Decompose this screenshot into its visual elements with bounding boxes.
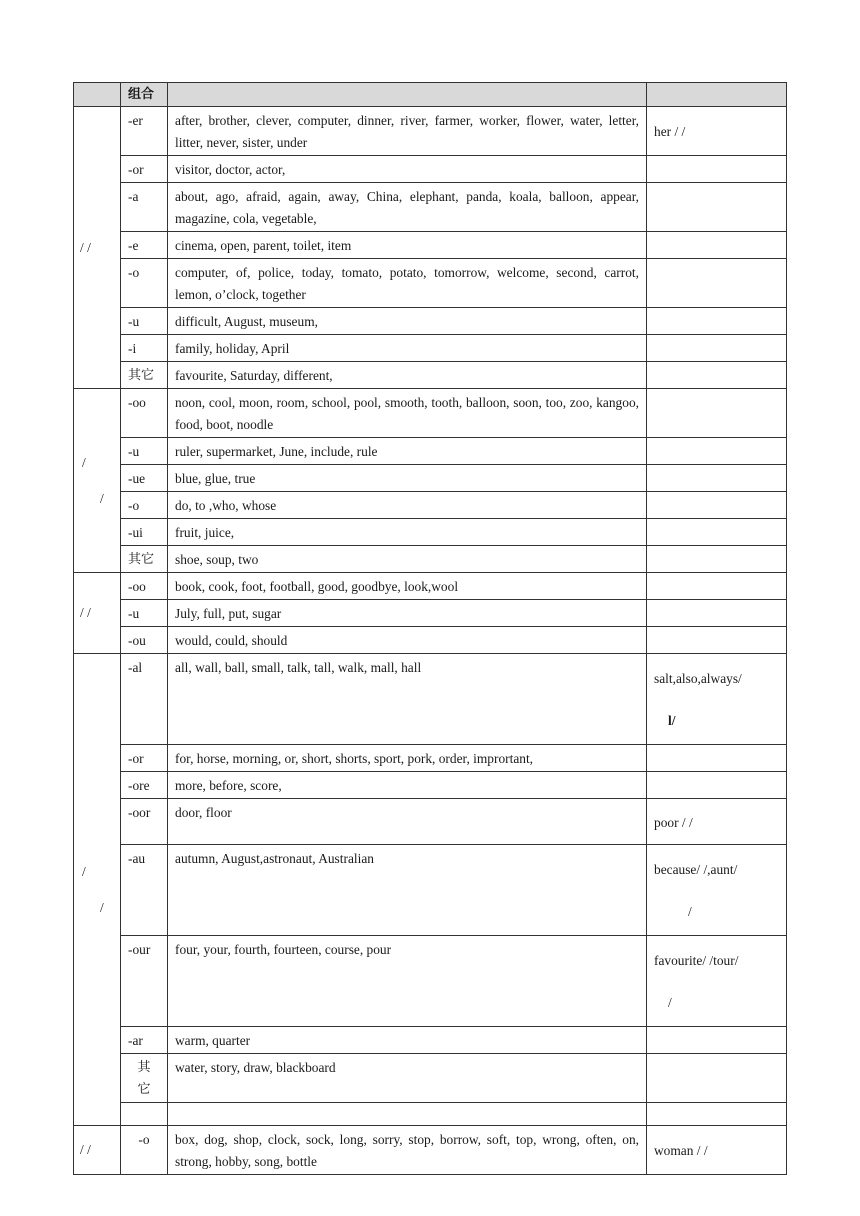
group-cell: -o <box>121 1126 168 1175</box>
table-row <box>74 627 787 654</box>
note-line: l/ <box>668 713 676 728</box>
table-row <box>74 362 787 389</box>
header-group-label: 组合 <box>128 87 155 102</box>
group-cell: -ore <box>121 772 168 799</box>
table-row <box>74 936 787 1027</box>
table-row <box>74 232 787 259</box>
phoneme-symbol: / / <box>80 605 91 620</box>
note-cell <box>647 232 787 259</box>
group-cell: -i <box>121 335 168 362</box>
group-cell: -our <box>121 936 168 1027</box>
note-cell <box>647 1027 787 1054</box>
group-cell: -ui <box>121 519 168 546</box>
group-cell: -oor <box>121 799 168 845</box>
note-line: favourite/ /tour/ <box>654 953 739 968</box>
group-cell: -ue <box>121 465 168 492</box>
note-cell <box>647 362 787 389</box>
group-cell: -ou <box>121 627 168 654</box>
header-words-cell <box>168 83 647 107</box>
note-cell: her / / <box>647 107 787 156</box>
words-cell: ruler, supermarket, June, include, rule <box>168 438 647 465</box>
words-cell: door, floor <box>168 799 647 845</box>
header-note-cell <box>647 83 787 107</box>
words-cell: about, ago, afraid, again, away, China, elephant, panda, koala, balloon, appear, magazine, cola, vegetable, <box>168 183 647 232</box>
table-row <box>74 389 787 438</box>
group-cell: -u <box>121 308 168 335</box>
table-row <box>74 1126 787 1175</box>
words-cell: July, full, put, sugar <box>168 600 647 627</box>
words-cell <box>168 1103 647 1126</box>
table-row <box>74 600 787 627</box>
words-cell: fruit, juice, <box>168 519 647 546</box>
phoneme-symbol-open: / <box>82 454 86 470</box>
group-cell: -au <box>121 845 168 936</box>
note-cell <box>647 308 787 335</box>
note-cell <box>647 600 787 627</box>
note-line: / <box>668 995 672 1010</box>
table-row <box>74 183 787 232</box>
header-phoneme-cell <box>74 83 121 107</box>
words-cell: shoe, soup, two <box>168 546 647 573</box>
note-cell <box>647 1054 787 1103</box>
note-cell <box>647 389 787 438</box>
table-row <box>74 308 787 335</box>
note-line: / <box>688 904 692 919</box>
group-cell: 其它 <box>121 362 168 389</box>
table-row <box>74 519 787 546</box>
table-row <box>74 799 787 845</box>
group-cell: 其它 <box>121 546 168 573</box>
table-row <box>74 1054 787 1103</box>
words-cell: do, to ,who, whose <box>168 492 647 519</box>
words-cell: computer, of, police, today, tomato, potato, tomorrow, welcome, second, carrot, lemon, o’clock, together <box>168 259 647 308</box>
group-cell: -oo <box>121 389 168 438</box>
table-row <box>74 335 787 362</box>
table-row <box>74 546 787 573</box>
words-cell: water, story, draw, blackboard <box>168 1054 647 1103</box>
note-cell <box>647 465 787 492</box>
table-header-row <box>74 83 787 107</box>
note-cell <box>647 1103 787 1126</box>
words-cell: blue, glue, true <box>168 465 647 492</box>
group-cell: -o <box>121 259 168 308</box>
table-row <box>74 107 787 156</box>
note-cell <box>647 627 787 654</box>
group-cell: -or <box>121 745 168 772</box>
note-cell <box>647 335 787 362</box>
note-cell <box>647 546 787 573</box>
group-cell: -o <box>121 492 168 519</box>
header-group-cell <box>121 83 168 107</box>
note-cell <box>647 654 787 745</box>
table-row <box>74 259 787 308</box>
note-cell <box>647 772 787 799</box>
words-cell: visitor, doctor, actor, <box>168 156 647 183</box>
table-row <box>74 745 787 772</box>
group-label-part: 它 <box>137 1082 151 1097</box>
group-cell: -or <box>121 156 168 183</box>
words-cell: warm, quarter <box>168 1027 647 1054</box>
phoneme-symbol-open: / <box>82 863 86 879</box>
phoneme-symbol-close: / <box>100 899 104 915</box>
note-cell <box>647 492 787 519</box>
note-cell <box>647 183 787 232</box>
group-cell: -u <box>121 600 168 627</box>
phoneme-symbol: / / <box>80 1142 91 1157</box>
note-cell <box>647 259 787 308</box>
words-cell: book, cook, foot, football, good, goodbye, look,wool <box>168 573 647 600</box>
phoneme-cell <box>74 654 121 1126</box>
table-row <box>74 845 787 936</box>
table-row <box>74 1027 787 1054</box>
note-cell <box>647 573 787 600</box>
words-cell: noon, cool, moon, room, school, pool, smooth, tooth, balloon, soon, too, zoo, kangoo, food, boot, noodle <box>168 389 647 438</box>
group-cell: -ar <box>121 1027 168 1054</box>
table-row <box>74 465 787 492</box>
group-cell <box>121 1054 168 1103</box>
group-cell: -e <box>121 232 168 259</box>
phoneme-cell <box>74 389 121 573</box>
group-cell: -u <box>121 438 168 465</box>
group-cell: -er <box>121 107 168 156</box>
note-cell <box>647 936 787 1027</box>
words-cell: cinema, open, parent, toilet, item <box>168 232 647 259</box>
group-cell: -al <box>121 654 168 745</box>
phoneme-cell <box>74 1126 121 1175</box>
table-row <box>74 438 787 465</box>
note-cell <box>647 845 787 936</box>
table-row-empty <box>74 1103 787 1126</box>
table-row <box>74 772 787 799</box>
note-cell <box>647 519 787 546</box>
phoneme-symbol-close: / <box>100 490 104 506</box>
words-cell: more, before, score, <box>168 772 647 799</box>
note-cell: poor / / <box>647 799 787 845</box>
table-row <box>74 492 787 519</box>
phoneme-cell <box>74 573 121 654</box>
table-row <box>74 573 787 600</box>
phonics-table <box>73 82 787 1175</box>
group-label-part: 其 <box>137 1060 151 1075</box>
words-cell: four, your, fourth, fourteen, course, pour <box>168 936 647 1027</box>
words-cell: would, could, should <box>168 627 647 654</box>
note-cell <box>647 438 787 465</box>
phoneme-symbol: / / <box>80 239 91 255</box>
words-cell: box, dog, shop, clock, sock, long, sorry, stop, borrow, soft, top, wrong, often, on, strong, hobby, song, bottle <box>168 1126 647 1175</box>
note-cell: woman / / <box>647 1126 787 1175</box>
phoneme-cell <box>74 107 121 389</box>
table-row <box>74 654 787 745</box>
words-cell: difficult, August, museum, <box>168 308 647 335</box>
note-cell <box>647 745 787 772</box>
words-cell: favourite, Saturday, different, <box>168 362 647 389</box>
note-line: because/ /,aunt/ <box>654 862 738 877</box>
words-cell: after, brother, clever, computer, dinner, river, farmer, worker, flower, water, letter, litter, never, sister, under <box>168 107 647 156</box>
group-cell: -a <box>121 183 168 232</box>
words-cell: family, holiday, April <box>168 335 647 362</box>
table-row <box>74 156 787 183</box>
group-cell: -oo <box>121 573 168 600</box>
words-cell: for, horse, morning, or, short, shorts, sport, pork, order, imprortant, <box>168 745 647 772</box>
group-cell <box>121 1103 168 1126</box>
note-cell <box>647 156 787 183</box>
words-cell: autumn, August,astronaut, Australian <box>168 845 647 936</box>
words-cell: all, wall, ball, small, talk, tall, walk, mall, hall <box>168 654 647 745</box>
note-line: salt,also,always/ <box>654 671 742 686</box>
